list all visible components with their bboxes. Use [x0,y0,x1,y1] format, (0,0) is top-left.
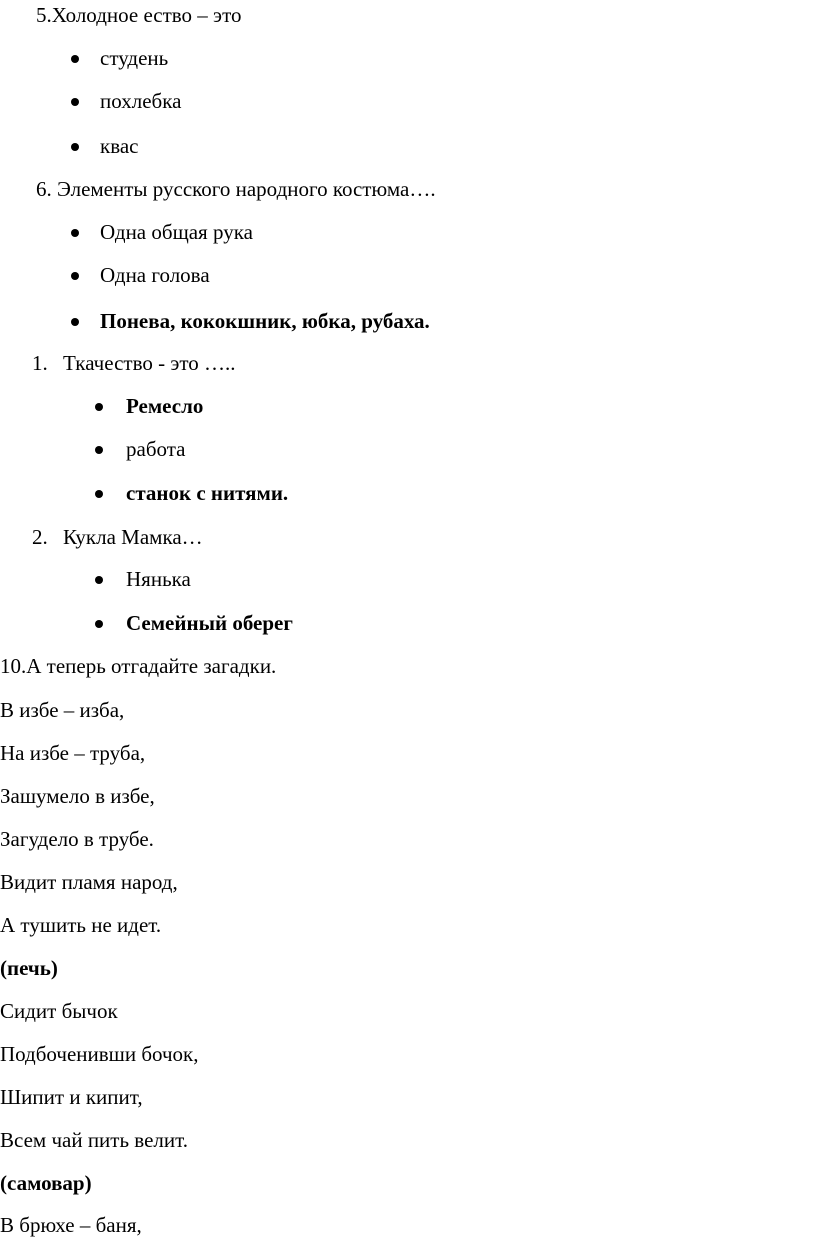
question-7-title: Ткачество - это ….. [63,351,236,375]
bullet-icon [95,403,103,411]
question-7-option-3: станок с нитями. [126,481,289,505]
bullet-icon [95,620,103,628]
riddle-1-line-5: Видит пламя народ, [0,870,178,894]
question-6-option-2: Одна голова [100,263,210,287]
question-7-option-1: Ремесло [126,394,204,418]
question-5-option-3: квас [100,134,139,158]
riddle-1-line-3: Зашумело в избе, [0,784,155,808]
bullet-icon [71,55,79,63]
question-8-title: Кукла Мамка… [63,525,203,549]
bullet-icon [71,98,79,106]
bullet-icon [95,576,103,584]
riddle-2-line-2: Подбоченивши бочок, [0,1042,199,1066]
question-8-option-1: Нянька [126,567,191,591]
riddle-2-line-4: Всем чай пить велит. [0,1128,188,1152]
riddles-heading: 10.А теперь отгадайте загадки. [0,654,277,678]
bullet-icon [95,446,103,454]
riddle-2-answer: (самовар) [0,1171,92,1195]
question-5-option-1: студень [100,46,169,70]
question-6-title: 6. Элементы русского народного костюма…. [36,177,436,201]
bullet-icon [71,272,79,280]
bullet-icon [71,229,79,237]
bullet-icon [95,490,103,498]
riddle-1-answer: (печь) [0,956,58,980]
bullet-icon [71,143,79,151]
question-5-option-2: похлебка [100,89,182,113]
riddle-2-line-3: Шипит и кипит, [0,1085,143,1109]
riddle-1-line-6: А тушить не идет. [0,913,162,937]
bullet-icon [71,318,79,326]
riddle-1-line-4: Загудело в трубе. [0,827,154,851]
question-5-title: 5.Холодное ество – это [36,3,242,27]
question-8-option-2: Семейный оберег [126,611,293,635]
question-7-number: 1. [32,351,48,375]
question-8-number: 2. [32,525,48,549]
riddle-3-line-1: В брюхе – баня, [0,1213,142,1237]
question-7-option-2: работа [126,437,186,461]
riddle-2-line-1: Сидит бычок [0,999,118,1023]
riddle-1-line-1: В избе – изба, [0,698,125,722]
question-6-option-3: Понева, кококшник, юбка, рубаха. [100,309,430,333]
riddle-1-line-2: На избе – труба, [0,741,146,765]
question-6-option-1: Одна общая рука [100,220,253,244]
